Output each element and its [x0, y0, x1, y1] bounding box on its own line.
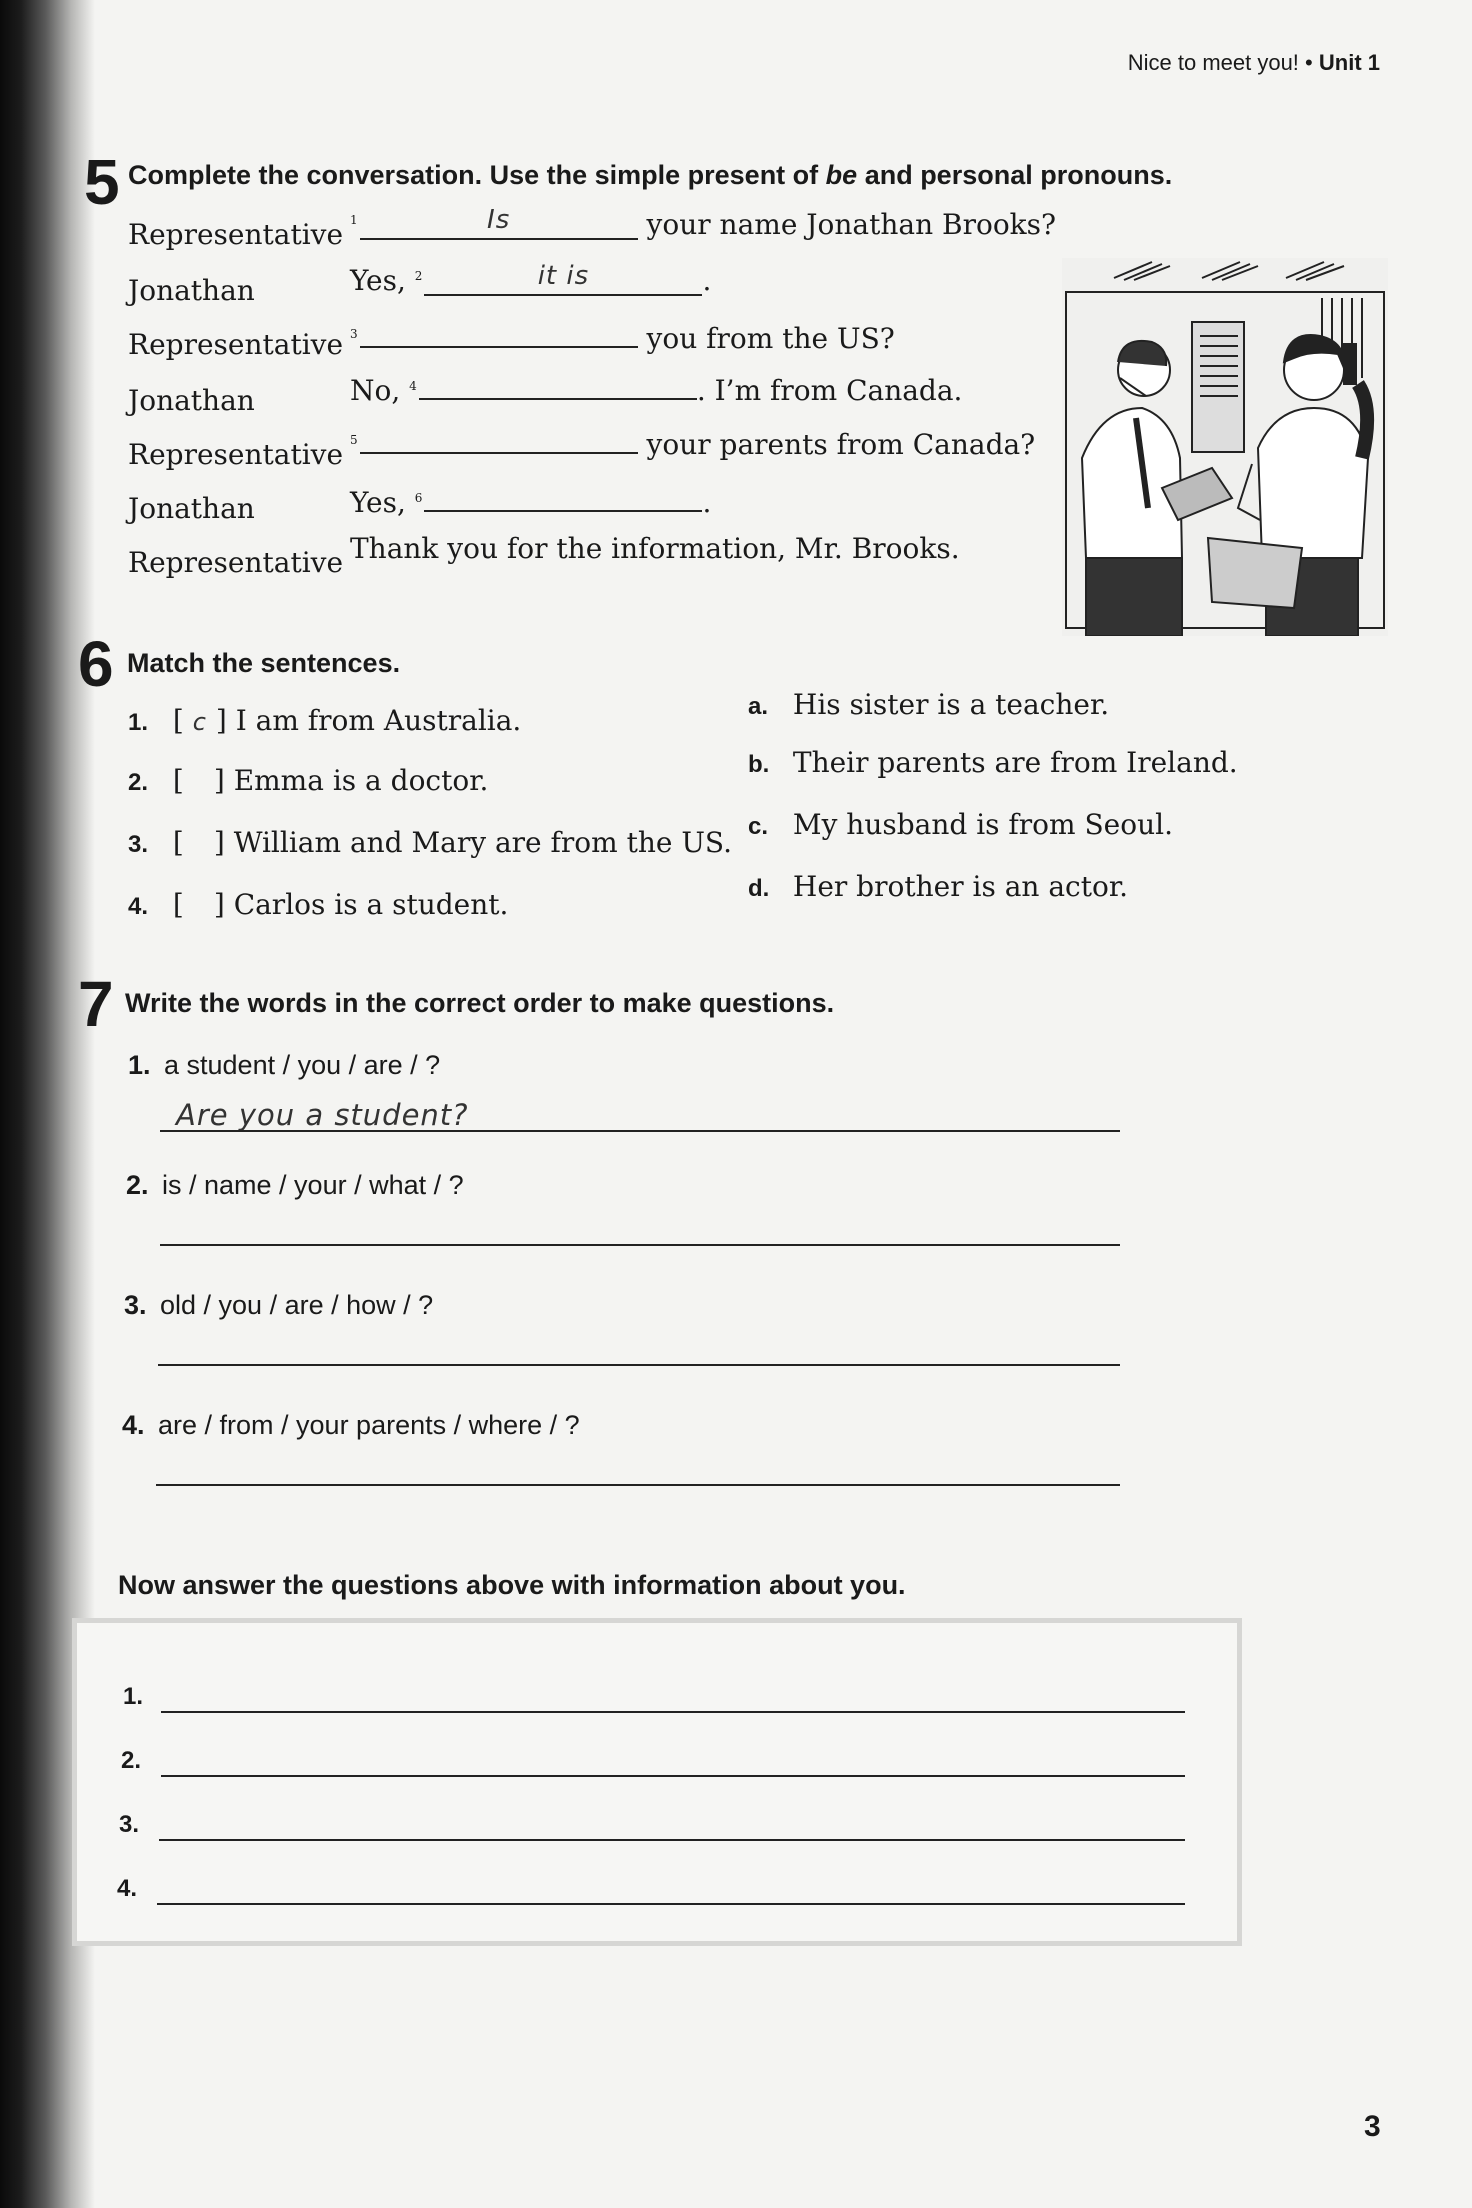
handwritten-answer: Is [487, 205, 511, 235]
conversation-line: Yes, $^2$ it is . [350, 261, 712, 297]
answer-blank[interactable] [360, 316, 638, 348]
answer-line[interactable] [156, 1484, 1120, 1486]
answer-number: 3. [119, 1811, 140, 1838]
running-header: Nice to meet you! • Unit 1 [1127, 50, 1380, 75]
handwritten-answer: Are you a student? [176, 1098, 469, 1132]
match-item: 1. [ c ] I am from Australia. [128, 704, 522, 737]
match-option: c. My husband is from Seoul. [748, 808, 1173, 841]
question-prompt: 2. is / name / your / what / ? [126, 1170, 464, 1200]
answer-blank[interactable] [360, 205, 638, 240]
match-option: d. Her brother is an actor. [748, 870, 1129, 903]
answer-blank[interactable] [424, 480, 702, 512]
question-prompt: 1. a student / you / are / ? [128, 1050, 441, 1080]
answer-line[interactable] [161, 1711, 1185, 1713]
match-bracket[interactable]: [ ] [172, 764, 225, 797]
followup-instruction: Now answer the questions above with information about you. [118, 1570, 906, 1600]
match-bracket[interactable]: [ ] [172, 826, 225, 859]
answer-line[interactable] [160, 1244, 1120, 1246]
exercise-6-number: 6 [78, 628, 114, 700]
question-prompt: 3. old / you / are / how / ? [124, 1290, 434, 1320]
speaker-label: Jonathan [128, 492, 255, 525]
answer-line[interactable] [159, 1839, 1185, 1841]
answer-line[interactable] [158, 1364, 1120, 1366]
conversation-line: No, $^4$ . I’m from Canada. [350, 368, 962, 407]
speaker-label: Jonathan [128, 384, 255, 417]
speaker-label: Representative [128, 218, 344, 251]
speaker-label: Representative [128, 328, 344, 361]
exercise-5-number: 5 [84, 146, 120, 218]
handwritten-answer: it is [537, 261, 590, 291]
conversation-line: $^1$ Is your name Jonathan Brooks? [350, 205, 1057, 241]
answer-line[interactable] [157, 1903, 1185, 1905]
conversation-line: Yes, $^6$ . [350, 480, 711, 519]
match-bracket[interactable]: [ ] [172, 888, 225, 921]
speaker-label: Representative [128, 546, 344, 579]
answer-line[interactable] [160, 1130, 1120, 1132]
speaker-label: Representative [128, 438, 344, 471]
exercise-7-number: 7 [78, 968, 114, 1040]
call-center-illustration [1062, 258, 1388, 636]
match-item: 2. [ ] Emma is a doctor. [128, 764, 489, 797]
answer-blank[interactable] [419, 368, 697, 400]
match-bracket[interactable]: [ c ] [172, 704, 227, 737]
match-item: 4. [ ] Carlos is a student. [128, 888, 509, 921]
answer-number: 1. [123, 1683, 144, 1710]
match-option: b. Their parents are from Ireland. [748, 746, 1238, 779]
answer-blank[interactable] [424, 261, 702, 296]
answer-number: 4. [117, 1875, 138, 1902]
answer-number: 2. [121, 1747, 142, 1774]
conversation-line: Thank you for the information, Mr. Brooks. [350, 532, 960, 565]
answer-blank[interactable] [360, 422, 638, 454]
exercise-7-instruction: Write the words in the correct order to make questions. [125, 988, 835, 1018]
page-number: 3 [1364, 2110, 1381, 2143]
answer-line[interactable] [161, 1775, 1185, 1777]
personal-answers-box [72, 1618, 1242, 1946]
handwritten-answer: c [192, 708, 207, 736]
exercise-6-instruction: Match the sentences. [127, 648, 401, 678]
match-item: 3. [ ] William and Mary are from the US. [128, 826, 732, 859]
question-prompt: 4. are / from / your parents / where / ? [122, 1410, 580, 1440]
conversation-line: $^3$ you from the US? [350, 316, 895, 355]
exercise-5-instruction: Complete the conversation. Use the simple present of be and personal pronouns. [128, 160, 1173, 190]
speaker-label: Jonathan [128, 274, 255, 307]
match-option: a. His sister is a teacher. [748, 688, 1110, 721]
conversation-line: $^5$ your parents from Canada? [350, 422, 1035, 461]
